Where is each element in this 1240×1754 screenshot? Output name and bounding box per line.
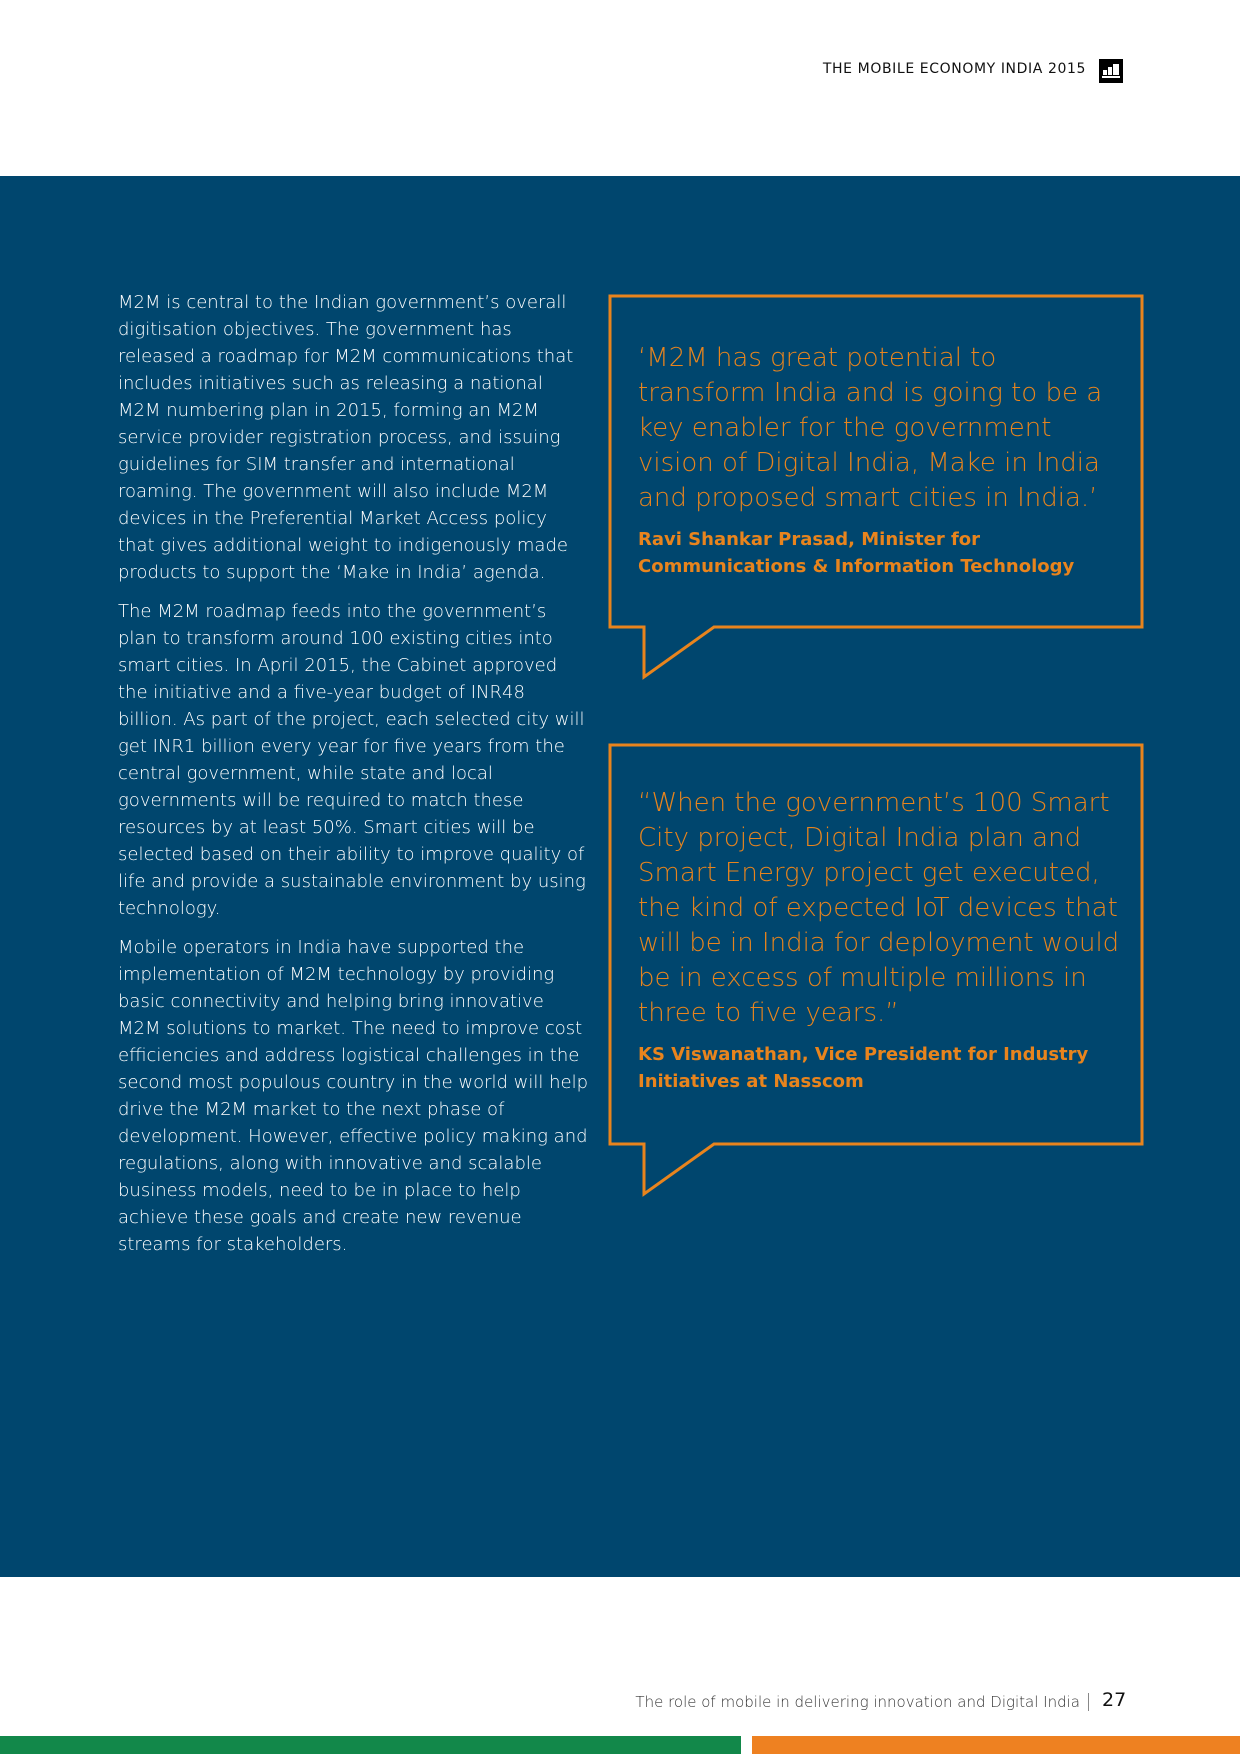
body-paragraph: Mobile operators in India have supported the implementation of M2M technology by providing basic connectivity and helping bring innovative M2M solutions to market. The need to improve cost efficiencies and address logistical challenges in the second most populous country in the world will help drive the M2M market to the next phase of development. However, effective policy making and regulations, along with innovative and scalable business models, need to be in place to help achieve these goals and create new revenue streams for stakeholders. bbox=[118, 937, 589, 1255]
body-text bbox=[118, 289, 588, 1270]
quote-attribution: Ravi Shankar Prasad, Minister for Communications & Information Technology bbox=[638, 529, 1075, 577]
footer-bar-orange bbox=[752, 1736, 1240, 1754]
quote-text: ‘M2M has great potential to transform India and is going to be a key enabler for the government vision of Digital India, Make in India and proposed smart cities in India.’ bbox=[638, 343, 1103, 513]
body-paragraph: The M2M roadmap feeds into the government’s plan to transform around 100 existing cities into smart cities. In April 2015, the Cabinet approved the initiative and a five-year budget of INR48 billion. As part of the project, each selected city will get INR1 billion every year for five years from the central government, while state and local governments will be required to match these resources by at least 50%. Smart cities will be selected based on their ability to improve quality of life and provide a sustainable environment by using technology. bbox=[118, 601, 586, 919]
header-title: THE MOBILE ECONOMY INDIA 2015 bbox=[822, 61, 1086, 77]
footer-text: The role of mobile in delivering innovation and Digital India bbox=[635, 1693, 1080, 1711]
quote-attribution: KS Viswanathan, Vice President for Industry Initiatives at Nasscom bbox=[638, 1044, 1089, 1092]
page-number: 27 bbox=[1102, 1689, 1127, 1711]
gsma-logo-icon bbox=[1099, 59, 1123, 83]
body-paragraph: M2M is central to the Indian government’s overall digitisation objectives. The government has released a roadmap for M2M communications that includes initiatives such as releasing a national M2M numbering plan in 2015, forming an M2M service provider registration process, and issuing guidelines for SIM transfer and international roaming. The government will also include M2M devices in the Preferential Market Access policy that gives additional weight to indigenously made products to support the ‘Make in India’ agenda. bbox=[118, 292, 574, 583]
footer-divider bbox=[1088, 1693, 1089, 1711]
quote-text: “When the government’s 100 Smart City project, Digital India plan and Smart Energy project get executed, the kind of expected IoT devices that will be in India for deployment would be in excess of multiple millions in three to five years.” bbox=[638, 788, 1120, 1028]
footer-bar-green bbox=[0, 1736, 741, 1754]
